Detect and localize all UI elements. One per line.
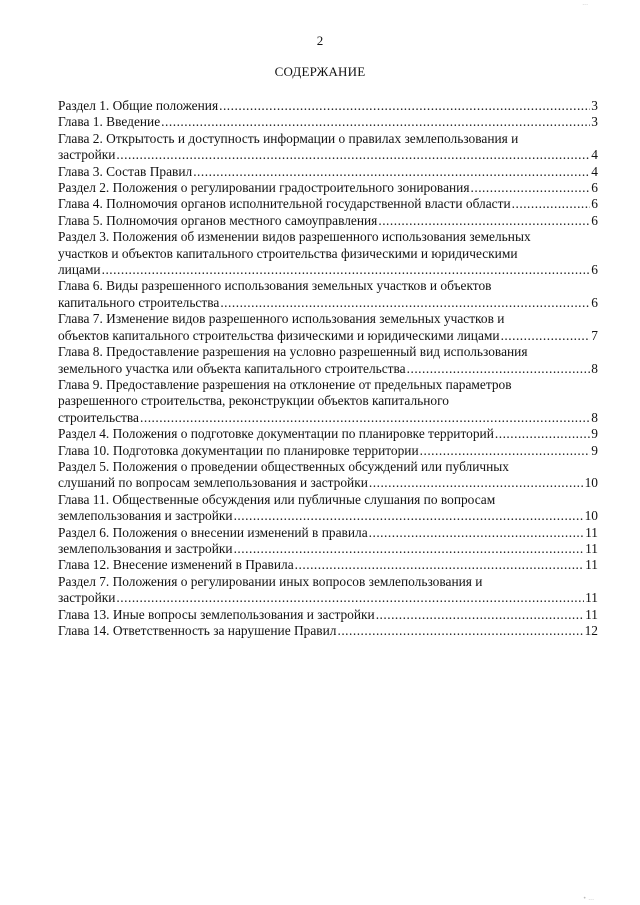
toc-entry-text: Глава 14. Ответственность за нарушение Правил (58, 623, 337, 638)
toc-entry (58, 246, 598, 262)
toc-entry-text: Глава 11. Общественные обсуждения или публичные слушания по вопросам (58, 491, 496, 507)
toc-entry (58, 393, 598, 409)
toc-entry-page: 9 (591, 426, 598, 442)
toc-entry-page: 11 (585, 606, 598, 622)
toc-entry (58, 541, 598, 557)
dot-leader (337, 623, 583, 639)
toc-entry-page: 11 (585, 557, 598, 573)
toc-entry-text: объектов капитального строительства физическими и юридическими лицами (58, 327, 500, 343)
toc-entry-page: 3 (591, 114, 598, 130)
toc-entry (58, 213, 598, 229)
toc-entry-page: 11 (585, 540, 598, 556)
toc-entry (58, 131, 598, 147)
toc-entry-text: Глава 2. Открытость и доступность информации о правилах землепользования и (58, 130, 519, 146)
dot-leader (102, 262, 591, 278)
toc-entry-text: Глава 4. Полномочия органов исполнительной государственной власти области (58, 196, 511, 212)
toc-entry-page: 6 (591, 180, 598, 196)
dot-leader (378, 213, 590, 229)
toc-entry-page: 12 (584, 623, 598, 638)
toc-entry-text: разрешенного строительства, реконструкции объектов капитального (58, 393, 449, 409)
toc-entry-text: застройки (58, 590, 116, 606)
toc-entry (58, 229, 598, 245)
toc-title: СОДЕРЖАНИЕ (274, 64, 366, 79)
toc-entry-page: 10 (584, 475, 598, 491)
bottom-corner-mark: • ... (582, 895, 594, 902)
toc-entry-page: 11 (585, 524, 598, 540)
toc-entry-text: Глава 13. Иные вопросы землепользования и застройки (58, 606, 375, 622)
dot-leader (234, 508, 584, 524)
toc-entry-text: Глава 10. Подготовка документации по планировке территории (58, 442, 419, 458)
toc-entry-page: 8 (591, 409, 598, 425)
toc-entry (58, 278, 598, 294)
dot-leader (376, 607, 584, 623)
toc-entry (58, 590, 598, 606)
toc-entry (58, 475, 598, 491)
toc-entry (58, 311, 598, 327)
dot-leader (220, 295, 590, 311)
toc-entry (58, 410, 598, 426)
toc-entry-page: 11 (585, 590, 598, 606)
dot-leader (116, 147, 590, 163)
toc-entry (58, 164, 598, 180)
toc-entry (58, 295, 598, 311)
dot-leader (140, 410, 590, 426)
toc-entry-text: Глава 7. Изменение видов разрешенного использования земельных участков и (58, 311, 505, 327)
toc-entry (58, 525, 598, 541)
toc-entry-text: Глава 1. Введение (58, 114, 161, 130)
toc-entry (58, 147, 598, 163)
toc-entry (58, 180, 598, 196)
toc-entry (58, 508, 598, 524)
dot-leader (219, 98, 590, 114)
toc-entry-page: 6 (591, 262, 598, 278)
toc-entry (58, 426, 598, 442)
toc-entry-page: 10 (584, 508, 598, 524)
toc-entry-page: 6 (591, 294, 598, 310)
dot-leader (501, 328, 591, 344)
toc-entry (58, 574, 598, 590)
dot-leader (369, 475, 584, 491)
toc-entry-page: 9 (591, 442, 598, 458)
dot-leader (295, 557, 584, 573)
toc-entry-text: Глава 12. Внесение изменений в Правила (58, 557, 294, 573)
toc-entry (58, 114, 598, 130)
toc-entry-text: Раздел 2. Положения о регулировании градостроительного зонирования (58, 180, 470, 196)
dot-leader (471, 180, 591, 196)
toc-entry (58, 196, 598, 212)
toc-entry (58, 623, 598, 639)
toc-entry (58, 262, 598, 278)
toc-entry-text: участков и объектов капитального строительства физическими и юридическими (58, 245, 518, 261)
toc-entry-text: Глава 6. Виды разрешенного использования земельных участков и объектов (58, 278, 492, 294)
dot-leader (512, 196, 591, 212)
toc-entry-text: Глава 8. Предоставление разрешения на условно разрешенный вид использования (58, 344, 528, 360)
dot-leader (161, 114, 590, 130)
toc-entry (58, 459, 598, 475)
toc-entry-text: Глава 3. Состав Правил (58, 163, 193, 179)
toc-entry-page: 6 (591, 196, 598, 212)
toc-entry-text: Раздел 1. Общие положения (58, 98, 219, 113)
toc-entry (58, 443, 598, 459)
toc-entry-text: Глава 9. Предоставление разрешения на отклонение от предельных параметров (58, 376, 512, 392)
toc-entry (58, 607, 598, 623)
toc-entry-text: слушаний по вопросам землепользования и застройки (58, 475, 368, 491)
toc-entry-text: землепользования и застройки (58, 540, 233, 556)
toc-entry (58, 557, 598, 573)
top-corner-mark: ... (582, 0, 588, 7)
toc-entry (58, 98, 598, 114)
toc-entry-text: застройки (58, 147, 116, 163)
toc-entry-page: 6 (591, 212, 598, 228)
toc-entry-page: 3 (591, 98, 598, 113)
toc-entry-text: капитального строительства (58, 294, 220, 310)
toc-entry (58, 492, 598, 508)
dot-leader (495, 426, 590, 442)
toc-entry-text: Раздел 5. Положения о проведении общественных обсуждений или публичных (58, 458, 509, 474)
toc-entry-text: землепользования и застройки (58, 508, 233, 524)
toc-entry-text: земельного участка или объекта капитального строительства (58, 360, 406, 376)
dot-leader (407, 361, 591, 377)
toc-entry-page: 4 (591, 147, 598, 163)
toc-entry-page: 8 (591, 360, 598, 376)
toc-entry-page: 7 (591, 327, 598, 343)
toc-entry-text: Глава 5. Полномочия органов местного самоуправления (58, 212, 378, 228)
toc-entry-text: лицами (58, 262, 101, 278)
toc-entry-page: 4 (591, 163, 598, 179)
page-number: 2 (316, 33, 324, 48)
table-of-contents (58, 98, 598, 639)
toc-entry-text: Раздел 3. Положения об изменении видов разрешенного использования земельных (58, 229, 531, 245)
toc-entry (58, 361, 598, 377)
dot-leader (234, 541, 585, 557)
dot-leader (420, 443, 591, 459)
toc-entry-text: Раздел 7. Положения о регулировании иных вопросов землепользования и (58, 573, 483, 589)
toc-entry (58, 328, 598, 344)
toc-entry (58, 377, 598, 393)
toc-entry-text: Раздел 4. Положения о подготовке документации по планировке территорий (58, 426, 494, 442)
dot-leader (369, 525, 584, 541)
dot-leader (116, 590, 584, 606)
toc-entry-text: строительства (58, 409, 139, 425)
toc-entry-text: Раздел 6. Положения о внесении изменений в правила (58, 524, 368, 540)
dot-leader (193, 164, 590, 180)
toc-entry (58, 344, 598, 360)
